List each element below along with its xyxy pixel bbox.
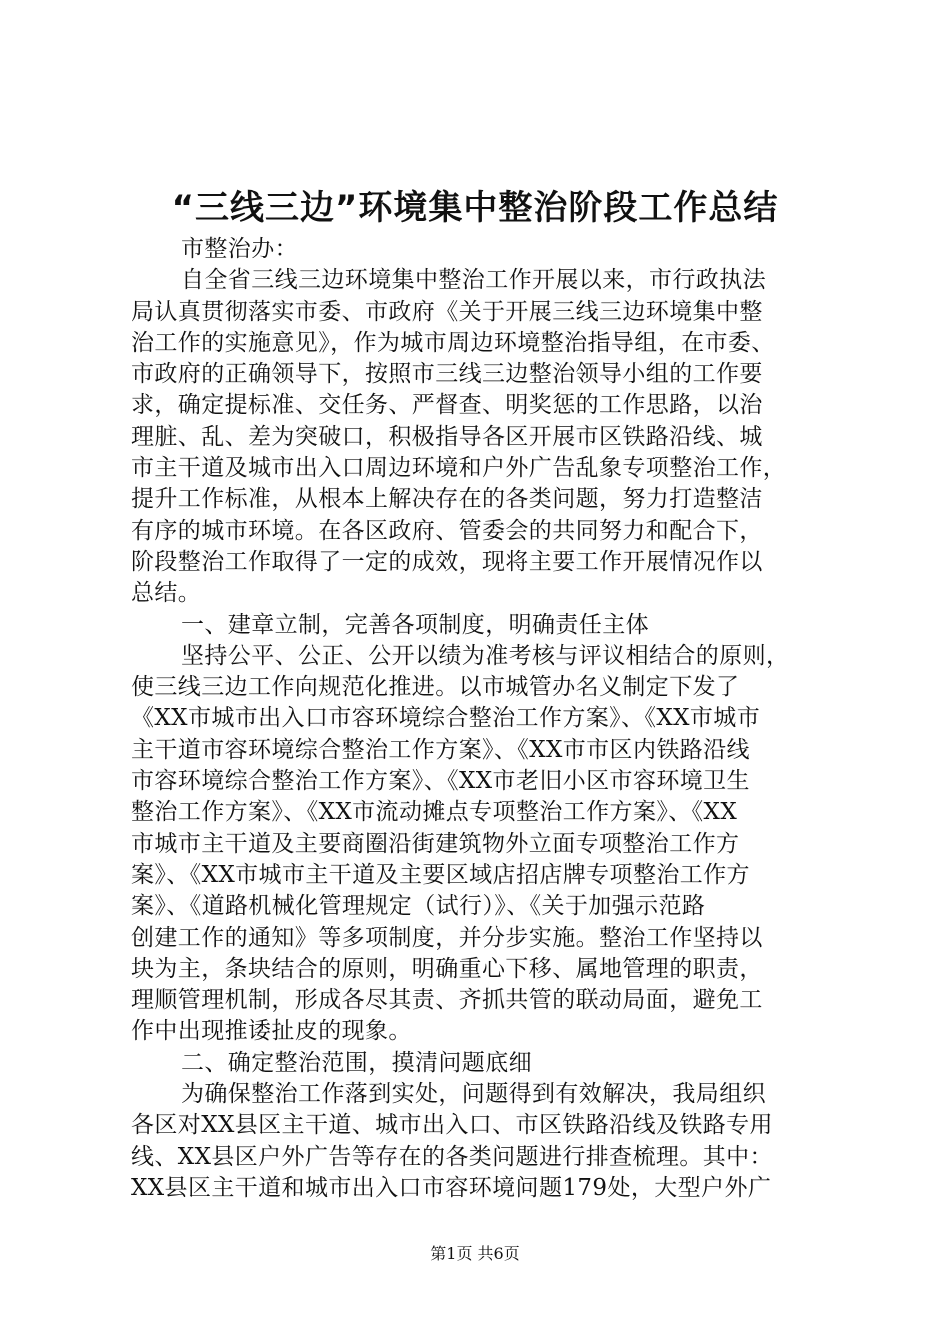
text-line: 求，确定提标准、交任务、严督查、明奖惩的工作思路，以治 [131, 392, 763, 419]
text-line: 市城市主干道及主要商圈沿街建筑物外立面专项整治工作方 [131, 830, 740, 857]
text-line: 市主干道及城市出入口周边环境和户外广告乱象专项整治工作， [131, 455, 787, 482]
text-line: 块为主，条块结合的原则，明确重心下移、属地管理的职责， [131, 955, 763, 982]
document-body [131, 234, 831, 1204]
text-line: 案》、《XX市城市主干道及主要区域店招店牌专项整治工作方 [131, 861, 750, 888]
text-line: 作中出现推诿扯皮的现象。 [131, 1018, 412, 1045]
text-line: 坚持公平、公正、公开以绩为准考核与评议相结合的原则， [181, 642, 790, 669]
text-line: 二、确定整治范围，摸清问题底细 [181, 1049, 532, 1076]
text-line: XX县区主干道和城市出入口市容环境问题179处，大型户外广 [131, 1174, 772, 1201]
text-line: 主干道市容环境综合整治工作方案》、《XX市市区内铁路沿线 [131, 736, 750, 763]
text-line: 自全省三线三边环境集中整治工作开展以来，市行政执法 [181, 267, 766, 294]
text-line: 使三线三边工作向规范化推进。以市城管办名义制定下发了 [131, 674, 740, 701]
text-line: 各区对XX县区主干道、城市出入口、市区铁路沿线及铁路专用 [131, 1112, 773, 1139]
text-line: 线、XX县区户外广告等存在的各类问题进行排查梳理。其中： [131, 1143, 773, 1170]
text-line: 阶段整治工作取得了一定的成效，现将主要工作开展情况作以 [131, 548, 763, 575]
text-line: 市政府的正确领导下，按照市三线三边整治领导小组的工作要 [131, 361, 763, 388]
text-line: 市容环境综合整治工作方案》、《XX市老旧小区市容环境卫生 [131, 768, 750, 795]
text-line: 总结。 [131, 580, 202, 607]
text-line: 《XX市城市出入口市容环境综合整治工作方案》、《XX市城市 [131, 705, 761, 732]
text-line: 创建工作的通知》等多项制度，并分步实施。整治工作坚持以 [131, 924, 763, 951]
text-line: 治工作的实施意见》，作为城市周边环境整治指导组，在市委、 [131, 329, 775, 356]
text-line: 有序的城市环境。在各区政府、管委会的共同努力和配合下， [131, 517, 763, 544]
text-line: 为确保整治工作落到实处，问题得到有效解决，我局组织 [181, 1081, 766, 1108]
text-line: 案》、《道路机械化管理规定（试行）》、《关于加强示范路 [131, 893, 706, 920]
text-line: 提升工作标准，从根本上解决存在的各类问题，努力打造整洁 [131, 486, 763, 513]
text-line: 理脏、乱、差为突破口，积极指导各区开展市区铁路沿线、城 [131, 423, 763, 450]
document-title: “三线三边”环境集中整治阶段工作总结 [171, 188, 779, 228]
text-line: 整治工作方案》、《XX市流动摊点专项整治工作方案》、《XX [131, 799, 738, 826]
text-line: 市整治办： [181, 236, 298, 262]
text-line: 理顺管理机制，形成各尽其责、齐抓共管的联动局面，避免工 [131, 987, 763, 1014]
page-footer: 第1页 共6页 [430, 1244, 520, 1263]
text-line: 一、建章立制，完善各项制度，明确责任主体 [181, 611, 649, 638]
text-line: 局认真贯彻落实市委、市政府《关于开展三线三边环境集中整 [131, 298, 763, 325]
